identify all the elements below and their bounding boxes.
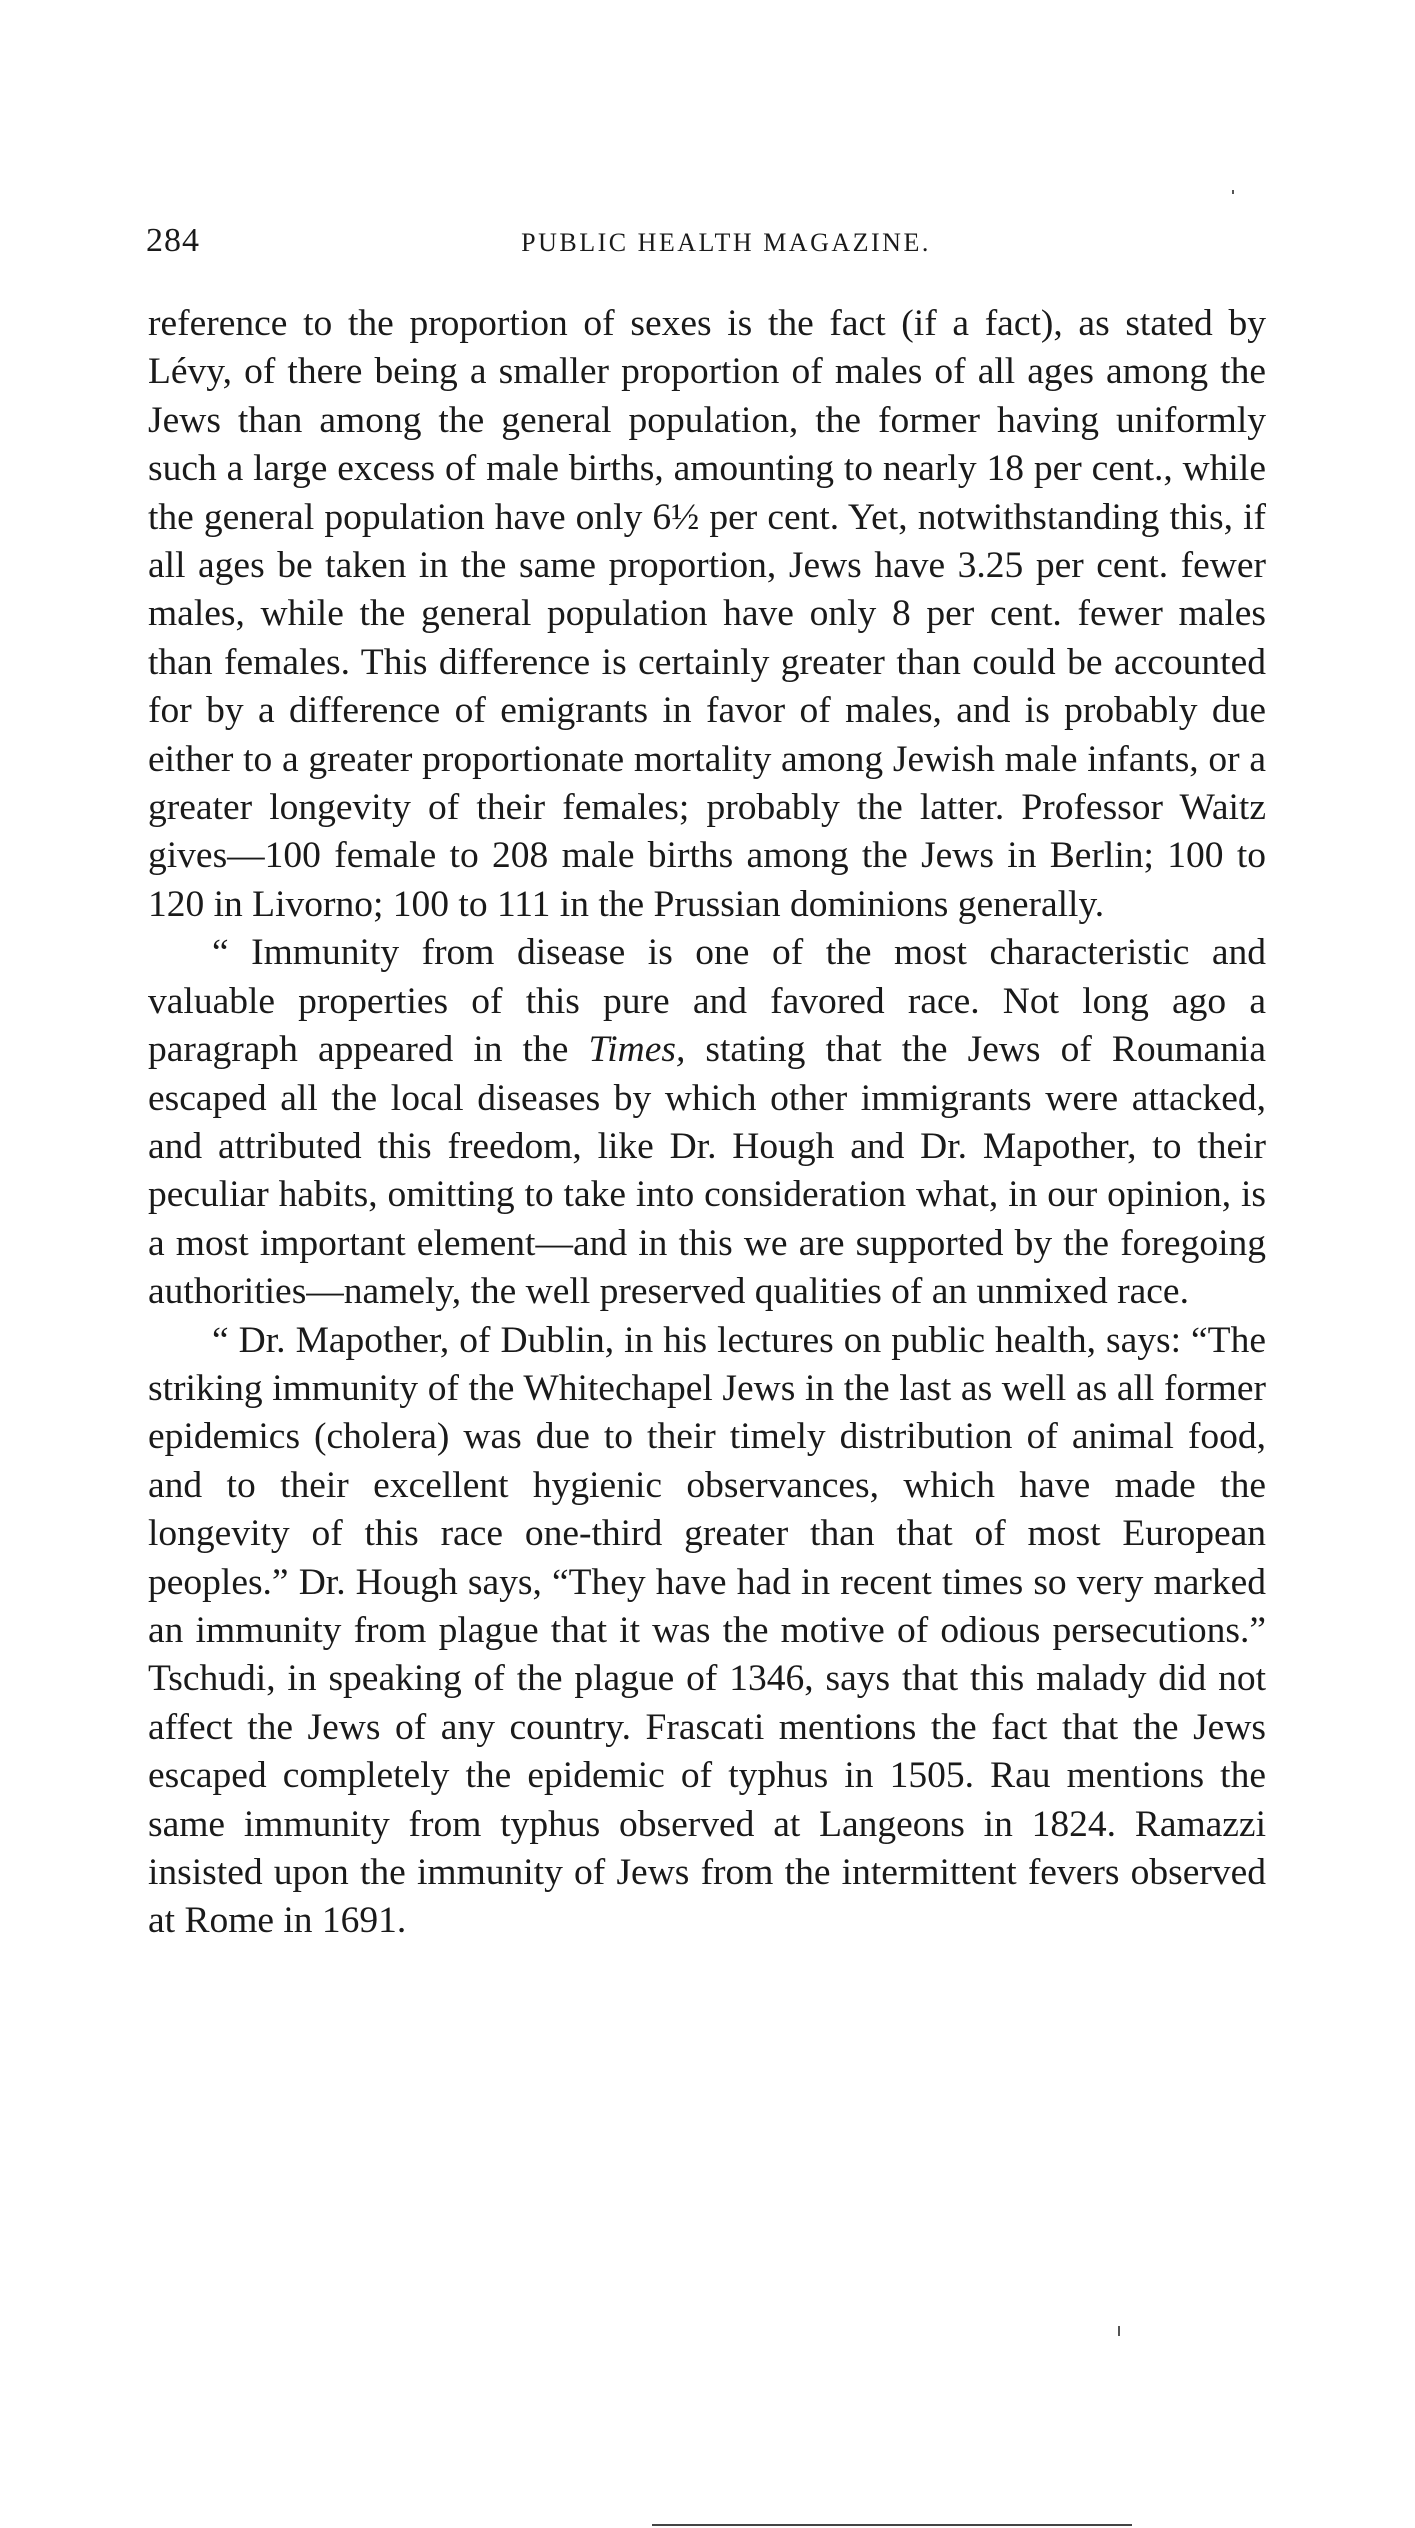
scan-speck-bottom bbox=[1118, 2326, 1120, 2336]
page-header bbox=[146, 222, 1266, 272]
paragraph-1: reference to the proportion of sexes is the fact (if a fact), as stated by Lévy, of there being a smaller proportion of males of all ages among the Jews than among the general population, the former having uniformly such a large excess of male births, amounting to nearly 18 per cent., while the general population have only 6½ per cent. Yet, notwithstanding this, if all ages be taken in the same proportion, Jews have 3.25 per cent. fewer males, while the general population have only 8 per cent. fewer males than females. This difference is certainly greater than could be accounted for by a difference of emigrants in favor of males, and is probably due either to a greater proportionate mortality among Jewish male infants, or a greater longevity of their females; probably the latter. Professor Waitz gives—100 female to 208 male births among the Jews in Berlin; 100 to 120 in Livorno; 100 to 111 in the Prussian dominions generally. bbox=[148, 303, 1266, 925]
paragraph-2-text-before: “ Immunity from disease is one of the most characteristic and valuable properties of this pure and favored race. Not long ago a paragraph appeared in the bbox=[148, 932, 1266, 1071]
paragraph-3: “ Dr. Mapother, of Dublin, in his lectures on public health, says: “The striking immunity of the Whitechapel Jews in the last as well as all former epidemics (cholera) was due to their timely distribution of animal food, and to their excellent hygienic observances, which have made the longevity of this race one-third greater than that of most European peoples.” Dr. Hough says, “They have had in recent times so very marked an immunity from plague that it was the motive of odious persecutions.” Tschudi, in speaking of the plague of 1346, says that this malady did not affect the Jews of any country. Frascati mentions the fact that the Jews escaped completely the epidemic of typhus in 1505. Rau mentions the same immunity from typhus observed at Langeons in 1824. Ramazzi insisted upon the immunity of Jews from the intermittent fevers observed at Rome in 1691. bbox=[148, 1319, 1266, 1942]
paragraph-2 bbox=[148, 929, 1266, 1316]
body-text bbox=[148, 300, 1266, 1946]
scan-speck-top bbox=[1232, 190, 1234, 194]
page-number: 284 bbox=[146, 222, 200, 259]
scan-edge-rule bbox=[652, 2524, 1132, 2526]
paragraph-2-text-after: stating that the Jews of Roumania escaped all the local diseases by which other immigrants were attacked, and attributed this freedom, like Dr. Hough and Dr. Mapother, to their peculiar habits, omitting to take into consideration what, in our opinion, is a most important element—and in this we are supported by the foregoing authorities—namely, the well preserved qualities of an unmixed race. bbox=[148, 1029, 1267, 1313]
running-head: PUBLIC HEALTH MAGAZINE. bbox=[521, 228, 931, 257]
newspaper-title: Times, bbox=[588, 1029, 686, 1071]
